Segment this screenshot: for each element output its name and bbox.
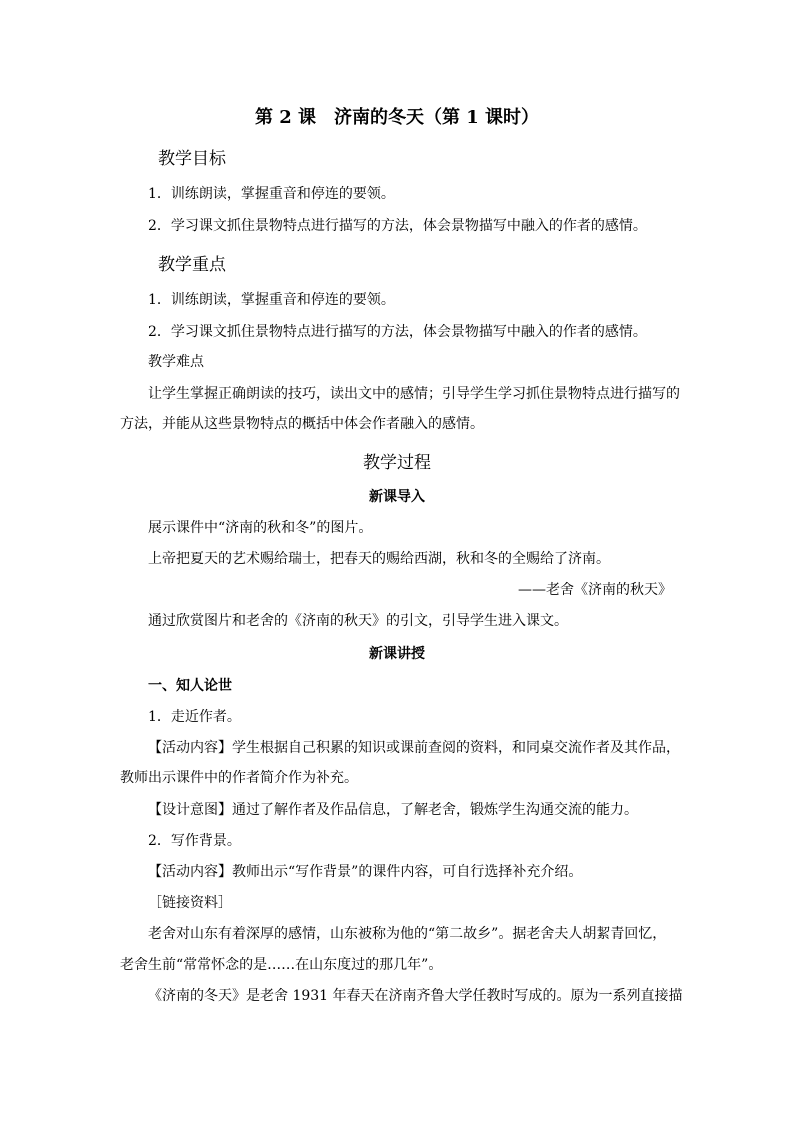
teaching-line-7: ［链接资料］ (148, 895, 232, 911)
teaching-heading: 新课讲授 (369, 646, 425, 662)
key-points-heading: 教学重点 (158, 255, 226, 275)
intro-heading: 新课导入 (369, 489, 425, 505)
teaching-line-3: 教师出示课件中的作者简介作为补充。 (120, 770, 358, 786)
teaching-line-9: 老舍生前“常常怀念的是……在山东度过的那几年”。 (120, 957, 443, 973)
teaching-line-6: 【活动内容】教师出示“写作背景”的课件内容，可自行选择补充介绍。 (148, 864, 583, 880)
intro-line-4: 通过欣赏图片和老舍的《济南的秋天》的引文，引导学生进入课文。 (148, 613, 568, 629)
process-heading: 教学过程 (363, 453, 431, 473)
teaching-line-5: 2．写作背景。 (148, 833, 241, 849)
objectives-heading: 教学目标 (158, 149, 226, 169)
objective-item-1: 1．训练朗读，掌握重音和停连的要领。 (148, 186, 395, 202)
difficulties-line-2: 方法，并能从这些景物特点的概括中体会作者融入的感情。 (120, 416, 484, 432)
teaching-line-10: 《济南的冬天》是老舍 1931 年春天在济南齐鲁大学任教时写成的。原为一系列直接描 (148, 988, 683, 1004)
objective-item-2: 2．学习课文抓住景物特点进行描写的方法，体会景物描写中融入的作者的感情。 (148, 218, 647, 234)
teaching-line-2: 【活动内容】学生根据自己积累的知识或课前查阅的资料，和同桌交流作者及其作品， (148, 740, 680, 756)
intro-quote-source: ——老舍《济南的秋天》 (518, 582, 672, 598)
intro-line-2: 上帝把夏天的艺术赐给瑞士，把春天的赐给西湖，秋和冬的全赐给了济南。 (148, 551, 610, 567)
teaching-line-1: 1．走近作者。 (148, 709, 241, 725)
section-1-heading: 一、知人论世 (148, 678, 232, 694)
difficulties-line-1: 让学生掌握正确朗读的技巧，读出文中的感情；引导学生学习抓住景物特点进行描写的 (148, 386, 680, 402)
key-point-item-1: 1．训练朗读，掌握重音和停连的要领。 (148, 292, 395, 308)
difficulties-heading: 教学难点 (148, 354, 204, 370)
teaching-line-4: 【设计意图】通过了解作者及作品信息，了解老舍，锻炼学生沟通交流的能力。 (148, 802, 638, 818)
teaching-line-8: 老舍对山东有着深厚的感情，山东被称为他的“第二故乡”。据老舍夫人胡絜青回忆， (148, 926, 667, 942)
lesson-title: 第 2 课 济南的冬天（第 1 课时） (254, 107, 540, 128)
key-point-item-2: 2．学习课文抓住景物特点进行描写的方法，体会景物描写中融入的作者的感情。 (148, 324, 647, 340)
intro-line-1: 展示课件中“济南的秋和冬”的图片。 (148, 520, 373, 536)
